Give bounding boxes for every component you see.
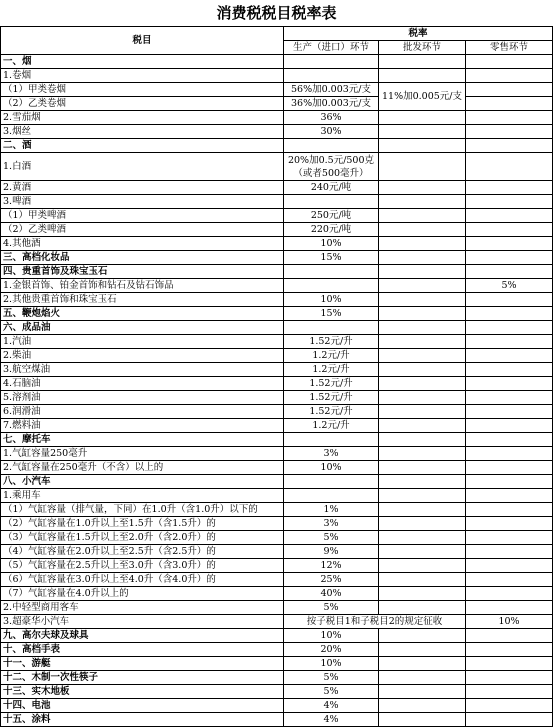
row-label: 2.雪茄烟 [1, 111, 284, 125]
row-label: 3.啤酒 [1, 195, 284, 209]
row-label: 5.溶剂油 [1, 391, 284, 405]
row-label: 二、酒 [1, 139, 284, 153]
row-label: 6.润滑油 [1, 405, 284, 419]
wholesale-rate [379, 251, 466, 265]
row-label: 十、高档手表 [1, 643, 284, 657]
wholesale-rate [379, 69, 466, 83]
production-rate: 25% [284, 573, 379, 587]
wholesale-rate [379, 419, 466, 433]
retail-rate [466, 545, 553, 559]
row-label: 1.气缸容量250毫升 [1, 447, 284, 461]
production-rate: 9% [284, 545, 379, 559]
row-label: （3）气缸容量在1.5升以上至2.0升（含2.0升）的 [1, 531, 284, 545]
wholesale-rate [379, 153, 466, 181]
table-row [1, 531, 553, 545]
production-rate: 1.52元/升 [284, 391, 379, 405]
production-rate: 240元/吨 [284, 181, 379, 195]
wholesale-rate [379, 237, 466, 251]
retail-rate [466, 391, 553, 405]
row-label: 六、成品油 [1, 321, 284, 335]
table-row [1, 265, 553, 279]
table-row [1, 391, 553, 405]
wholesale-rate [379, 55, 466, 69]
table-row [1, 629, 553, 643]
table-row [1, 139, 553, 153]
table-row [1, 587, 553, 601]
production-rate: 1.2元/升 [284, 363, 379, 377]
production-rate: 36%加0.003元/支 [284, 97, 379, 111]
production-rate: 10% [284, 293, 379, 307]
production-rate: 12% [284, 559, 379, 573]
row-label: （7）气缸容量在4.0升以上的 [1, 587, 284, 601]
production-rate: 5% [284, 601, 379, 615]
wholesale-rate [379, 713, 466, 727]
wholesale-rate [379, 643, 466, 657]
wholesale-rate [379, 657, 466, 671]
row-label: 2.柴油 [1, 349, 284, 363]
production-rate: 40% [284, 587, 379, 601]
wholesale-rate: 11%加0.005元/支 [379, 83, 466, 111]
table-row [1, 111, 553, 125]
table-row [1, 503, 553, 517]
table-row [1, 377, 553, 391]
header-production: 生产（进口）环节 [284, 41, 379, 55]
header-wholesale: 批发环节 [379, 41, 466, 55]
wholesale-rate [379, 139, 466, 153]
row-label: 九、高尔夫球及球具 [1, 629, 284, 643]
retail-rate [466, 55, 553, 69]
wholesale-rate [379, 307, 466, 321]
table-row [1, 671, 553, 685]
wholesale-rate [379, 503, 466, 517]
table-row [1, 181, 553, 195]
production-rate: 15% [284, 251, 379, 265]
retail-rate [466, 657, 553, 671]
wholesale-rate [379, 573, 466, 587]
row-label: 十四、电池 [1, 699, 284, 713]
row-label: 3.航空煤油 [1, 363, 284, 377]
table-row [1, 279, 553, 293]
production-rate [284, 55, 379, 69]
row-label: （4）气缸容量在2.0升以上至2.5升（含2.5升）的 [1, 545, 284, 559]
table-row [1, 601, 553, 615]
retail-rate [466, 209, 553, 223]
row-label: 4.其他酒 [1, 237, 284, 251]
title-row [1, 0, 553, 27]
wholesale-rate [379, 181, 466, 195]
table-row [1, 559, 553, 573]
table-row [1, 195, 553, 209]
row-label: （2）气缸容量在1.0升以上至1.5升（含1.5升）的 [1, 517, 284, 531]
table-row [1, 475, 553, 489]
retail-rate [466, 587, 553, 601]
wholesale-rate [379, 125, 466, 139]
wholesale-rate [379, 559, 466, 573]
production-rate: 1% [284, 503, 379, 517]
wholesale-rate [379, 531, 466, 545]
table-row [1, 713, 553, 727]
table-row [1, 209, 553, 223]
retail-rate [466, 475, 553, 489]
table-row [1, 489, 553, 503]
row-label: 十二、木制一次性筷子 [1, 671, 284, 685]
production-rate: 36% [284, 111, 379, 125]
wholesale-rate [379, 699, 466, 713]
wholesale-rate [379, 461, 466, 475]
wholesale-rate [379, 195, 466, 209]
retail-rate [466, 195, 553, 209]
retail-rate [466, 559, 553, 573]
retail-rate [466, 125, 553, 139]
retail-rate [466, 573, 553, 587]
production-rate: 5% [284, 671, 379, 685]
wholesale-rate [379, 279, 466, 293]
retail-rate [466, 601, 553, 615]
retail-rate: 5% [466, 279, 553, 293]
retail-rate [466, 671, 553, 685]
retail-rate [466, 251, 553, 265]
table-row [1, 251, 553, 265]
retail-rate [466, 293, 553, 307]
production-rate: 1.52元/升 [284, 405, 379, 419]
wholesale-rate [379, 335, 466, 349]
production-rate [284, 489, 379, 503]
row-label: 4.石脑油 [1, 377, 284, 391]
production-rate: 20% [284, 643, 379, 657]
table-row [1, 615, 553, 629]
table-row [1, 657, 553, 671]
retail-rate [466, 307, 553, 321]
table-row [1, 125, 553, 139]
row-label: 十一、游艇 [1, 657, 284, 671]
retail-rate [466, 181, 553, 195]
wholesale-rate [379, 685, 466, 699]
production-rate [284, 69, 379, 83]
retail-rate [466, 265, 553, 279]
wholesale-rate [379, 391, 466, 405]
row-label: （1）甲类啤酒 [1, 209, 284, 223]
production-rate [284, 321, 379, 335]
row-label: （6）气缸容量在3.0升以上至4.0升（含4.0升）的 [1, 573, 284, 587]
row-label: 3.烟丝 [1, 125, 284, 139]
row-label: 2.其他贵重首饰和珠宝玉石 [1, 293, 284, 307]
retail-rate [466, 237, 553, 251]
table-row [1, 643, 553, 657]
wholesale-rate [379, 209, 466, 223]
table-row [1, 153, 553, 181]
table-row [1, 517, 553, 531]
production-rate: 5% [284, 531, 379, 545]
retail-rate [466, 531, 553, 545]
wholesale-rate [379, 671, 466, 685]
retail-rate [466, 83, 553, 97]
table-row [1, 573, 553, 587]
row-label: 7.燃料油 [1, 419, 284, 433]
production-rate [284, 265, 379, 279]
production-rate: 15% [284, 307, 379, 321]
table-row [1, 419, 553, 433]
table-row [1, 405, 553, 419]
row-label: 1.金银首饰、铂金首饰和钻石及钻石饰品 [1, 279, 284, 293]
row-label: 1.乘用车 [1, 489, 284, 503]
retail-rate [466, 419, 553, 433]
table-row [1, 363, 553, 377]
retail-rate [466, 97, 553, 111]
header-retail: 零售环节 [466, 41, 553, 55]
production-rate: 10% [284, 629, 379, 643]
retail-rate [466, 503, 553, 517]
production-rate: 1.2元/升 [284, 349, 379, 363]
row-label: 1.白酒 [1, 153, 284, 181]
table-row [1, 69, 553, 83]
retail-rate [466, 321, 553, 335]
row-label: 七、摩托车 [1, 433, 284, 447]
wholesale-rate [379, 111, 466, 125]
row-label: 八、小汽车 [1, 475, 284, 489]
row-label: （2）乙类啤酒 [1, 223, 284, 237]
table-row [1, 55, 553, 69]
production-rate: 4% [284, 699, 379, 713]
table-row [1, 335, 553, 349]
production-rate: 3% [284, 517, 379, 531]
row-label: 2.气缸容量在250毫升（不含）以上的 [1, 461, 284, 475]
wholesale-rate [379, 489, 466, 503]
retail-rate [466, 349, 553, 363]
wholesale-rate [379, 349, 466, 363]
table-row [1, 321, 553, 335]
table-row [1, 545, 553, 559]
header-row-1 [1, 27, 553, 41]
table-row [1, 461, 553, 475]
retail-rate [466, 643, 553, 657]
retail-rate [466, 405, 553, 419]
retail-rate [466, 461, 553, 475]
row-label: 3.超豪华小汽车 [1, 615, 284, 629]
table-row [1, 97, 553, 111]
table-row [1, 699, 553, 713]
wholesale-rate [379, 265, 466, 279]
retail-rate [466, 223, 553, 237]
header-item: 税目 [1, 27, 284, 55]
production-rate [284, 279, 379, 293]
table-row [1, 685, 553, 699]
wholesale-rate [379, 545, 466, 559]
wholesale-rate [379, 223, 466, 237]
wholesale-rate [379, 405, 466, 419]
wholesale-rate [379, 517, 466, 531]
retail-rate: 10% [466, 615, 553, 629]
row-label: 五、鞭炮焰火 [1, 307, 284, 321]
retail-rate [466, 489, 553, 503]
wholesale-rate [379, 377, 466, 391]
wholesale-rate [379, 321, 466, 335]
wholesale-rate [379, 629, 466, 643]
production-rate: 56%加0.003元/支 [284, 83, 379, 97]
row-label: 1.汽油 [1, 335, 284, 349]
production-rate: 250元/吨 [284, 209, 379, 223]
wholesale-rate [379, 433, 466, 447]
row-label: （2）乙类卷烟 [1, 97, 284, 111]
row-label: 三、高档化妆品 [1, 251, 284, 265]
page-title: 消费税税目税率表 [216, 3, 337, 22]
table-row [1, 83, 553, 97]
retail-rate [466, 713, 553, 727]
retail-rate [466, 153, 553, 181]
wholesale-rate [379, 475, 466, 489]
retail-rate [466, 139, 553, 153]
table-row [1, 293, 553, 307]
production-rate: 20%加0.5元/500克（或者500毫升） [284, 153, 379, 181]
production-rate: 10% [284, 461, 379, 475]
row-label: 2.黄酒 [1, 181, 284, 195]
table-row [1, 237, 553, 251]
table-row [1, 307, 553, 321]
row-label: 十五、涂料 [1, 713, 284, 727]
production-rate: 10% [284, 237, 379, 251]
retail-rate [466, 517, 553, 531]
row-label: （1）气缸容量（排气量，下同）在1.0升（含1.0升）以下的 [1, 503, 284, 517]
production-rate: 按子税目1和子税目2的规定征收 [284, 615, 466, 629]
production-rate: 1.52元/升 [284, 335, 379, 349]
table-row [1, 349, 553, 363]
wholesale-rate [379, 447, 466, 461]
production-rate: 5% [284, 685, 379, 699]
retail-rate [466, 447, 553, 461]
wholesale-rate [379, 293, 466, 307]
production-rate [284, 139, 379, 153]
row-label: 十三、实木地板 [1, 685, 284, 699]
retail-rate [466, 685, 553, 699]
retail-rate [466, 363, 553, 377]
row-label: 一、烟 [1, 55, 284, 69]
header-rate: 税率 [284, 27, 553, 41]
production-rate: 220元/吨 [284, 223, 379, 237]
production-rate: 3% [284, 447, 379, 461]
table-row [1, 223, 553, 237]
table-row [1, 447, 553, 461]
wholesale-rate [379, 587, 466, 601]
wholesale-rate [379, 601, 466, 615]
retail-rate [466, 111, 553, 125]
production-rate [284, 475, 379, 489]
table-row [1, 433, 553, 447]
production-rate: 1.2元/升 [284, 419, 379, 433]
retail-rate [466, 377, 553, 391]
wholesale-rate [379, 363, 466, 377]
production-rate: 1.52元/升 [284, 377, 379, 391]
row-label: 2.中轻型商用客车 [1, 601, 284, 615]
production-rate [284, 195, 379, 209]
row-label: 1.卷烟 [1, 69, 284, 83]
retail-rate [466, 335, 553, 349]
row-label: 四、贵重首饰及珠宝玉石 [1, 265, 284, 279]
production-rate [284, 433, 379, 447]
retail-rate [466, 629, 553, 643]
production-rate: 10% [284, 657, 379, 671]
production-rate: 30% [284, 125, 379, 139]
retail-rate [466, 699, 553, 713]
row-label: （1）甲类卷烟 [1, 83, 284, 97]
retail-rate [466, 433, 553, 447]
table-body [1, 55, 553, 727]
row-label: （5）气缸容量在2.5升以上至3.0升（含3.0升）的 [1, 559, 284, 573]
production-rate: 4% [284, 713, 379, 727]
retail-rate [466, 69, 553, 83]
